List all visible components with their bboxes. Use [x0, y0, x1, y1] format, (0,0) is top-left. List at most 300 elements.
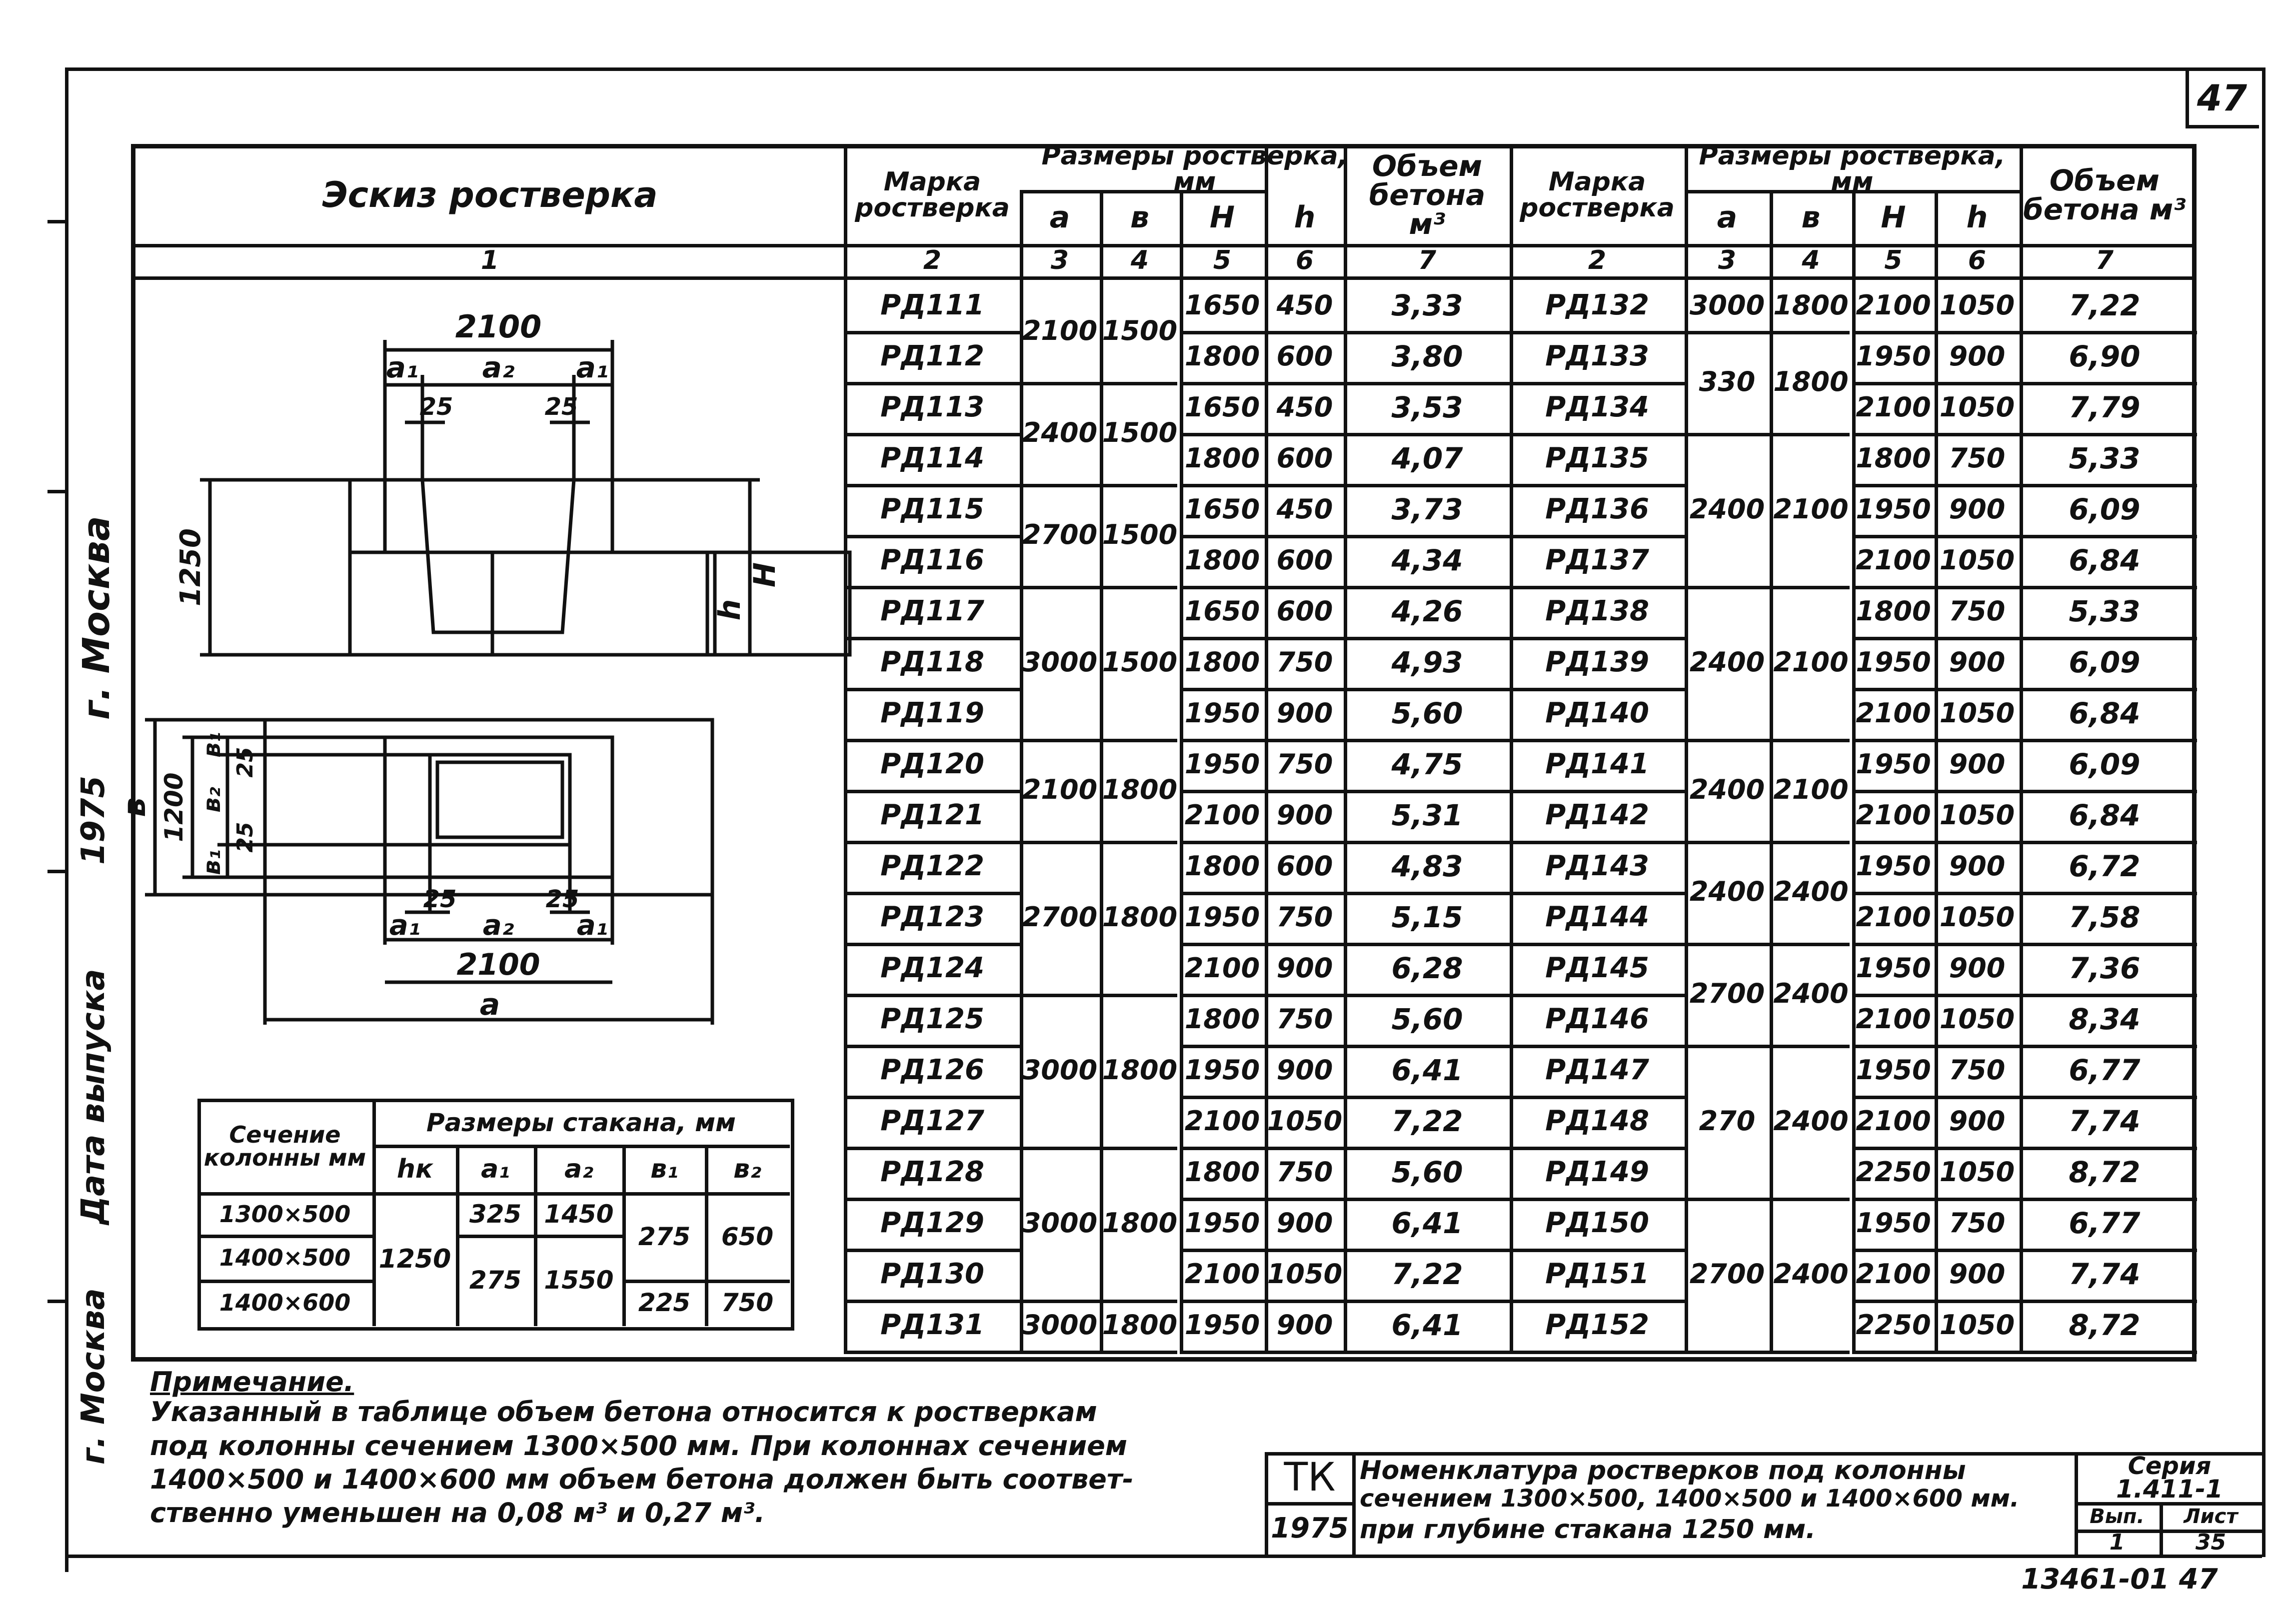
- left-h-2: 450: [1276, 391, 1333, 423]
- left-h-13: 900: [1276, 952, 1333, 984]
- left-v-1: 3,80: [1391, 339, 1463, 373]
- left-mark-20: РД131: [880, 1309, 984, 1341]
- title-line-2: сечением 1300×500, 1400×500 и 1400×600 мм.: [1360, 1485, 2020, 1513]
- left-H-14: 1800: [1184, 1003, 1260, 1035]
- left-H-6: 1650: [1184, 595, 1260, 627]
- left-v-3: 4,07: [1391, 441, 1463, 475]
- plan-base: [265, 720, 712, 895]
- col-left-v: [1344, 144, 1347, 1353]
- note-title: Примечание.: [150, 1366, 354, 1398]
- right-mark-18: РД150: [1545, 1207, 1649, 1239]
- side-tick-2: [47, 490, 65, 493]
- left-v-5: 4,34: [1391, 543, 1463, 577]
- num-3-left: 3: [1050, 245, 1069, 275]
- left-row-line-20: [844, 1351, 1020, 1354]
- right-group-a-5: 2400: [1689, 876, 1765, 907]
- glass-section-1: 1300×500: [219, 1201, 351, 1228]
- right-v-19: 7,74: [2069, 1257, 2141, 1291]
- right-mark-17: РД149: [1545, 1156, 1649, 1188]
- right-H-1: 1950: [1856, 340, 1931, 372]
- right-group-a-0: 3000: [1689, 289, 1765, 321]
- glass-b1-bot: 225: [638, 1288, 691, 1317]
- left-h-7: 750: [1276, 646, 1333, 678]
- left-v-19: 7,22: [1391, 1257, 1463, 1291]
- side-year: 1975: [75, 775, 112, 865]
- glass-h-a2: a₂: [564, 1154, 593, 1184]
- right-h-16: 900: [1949, 1105, 2006, 1137]
- left-h-1: 600: [1276, 340, 1333, 372]
- left-mark-14: РД125: [880, 1003, 984, 1035]
- left-group-a-5: 2700: [1022, 901, 1098, 933]
- right-group-b-2: 2100: [1773, 493, 1849, 525]
- right-mark-6: РД138: [1545, 595, 1649, 627]
- right-H-10: 2100: [1856, 799, 1931, 831]
- dim-25-plan-right: 25: [545, 885, 579, 913]
- right-v-18: 6,77: [2069, 1206, 2141, 1240]
- header-mark-right: Марка ростверка: [1520, 167, 1675, 223]
- dim-25-v1: 25: [232, 747, 258, 778]
- left-H-0: 1650: [1184, 289, 1260, 321]
- num-3-right: 3: [1718, 245, 1737, 275]
- right-H-11: 1950: [1856, 850, 1931, 882]
- glass-a1-1: 325: [469, 1200, 522, 1229]
- left-mark-16: РД127: [880, 1105, 984, 1137]
- lbl-a1-plan-left: a₁: [389, 909, 421, 942]
- right-H-6: 1800: [1856, 595, 1931, 627]
- side-tick-4: [47, 1300, 65, 1303]
- lbl-b1-bot: в₁: [198, 849, 226, 875]
- lbl-a1-plan-right: a₁: [576, 909, 608, 942]
- left-group-b-8: 1800: [1102, 1309, 1178, 1341]
- left-mark-10: РД121: [880, 799, 984, 831]
- num-7-right: 7: [2095, 245, 2114, 275]
- header-hsmall-right: h: [1966, 200, 1988, 235]
- left-H-10: 2100: [1184, 799, 1260, 831]
- left-H-7: 1800: [1184, 646, 1260, 678]
- left-mark-13: РД124: [880, 952, 984, 984]
- right-v-10: 6,84: [2069, 798, 2141, 832]
- series-label: Серия: [2128, 1452, 2212, 1480]
- left-v-14: 5,60: [1391, 1002, 1463, 1036]
- left-v-9: 4,75: [1391, 747, 1463, 781]
- dim-1250: 1250: [174, 528, 207, 606]
- right-group-b-1: 1800: [1773, 366, 1849, 397]
- right-h-15: 750: [1949, 1054, 2006, 1086]
- right-group-a-8: 2700: [1689, 1258, 1765, 1290]
- right-h-4: 900: [1949, 493, 2006, 525]
- right-group-group-line-8: [1685, 1351, 1850, 1354]
- right-v-2: 7,79: [2069, 390, 2141, 424]
- left-mark-15: РД126: [880, 1054, 984, 1086]
- right-H-9: 1950: [1856, 748, 1931, 780]
- left-group-a-6: 3000: [1022, 1054, 1098, 1086]
- left-mark-18: РД129: [880, 1207, 984, 1239]
- right-H-5: 2100: [1856, 544, 1931, 576]
- left-h-3: 600: [1276, 442, 1333, 474]
- right-v-0: 7,22: [2069, 288, 2141, 322]
- right-v-16: 7,74: [2069, 1104, 2141, 1138]
- right-row-line-hv-20: [1852, 1351, 2197, 1354]
- plan-glass-inner: [437, 762, 562, 837]
- right-h-8: 1050: [1939, 697, 2015, 729]
- lbl-b: в: [116, 797, 152, 817]
- right-H-8: 2100: [1856, 697, 1931, 729]
- glass-h-section: Сечение колонны мм: [203, 1121, 366, 1171]
- glass-h-hk: hк: [396, 1154, 433, 1184]
- right-H-19: 2100: [1856, 1258, 1931, 1290]
- left-mark-5: РД116: [880, 544, 984, 576]
- num-4-right: 4: [1802, 245, 1820, 275]
- right-group-b-4: 2100: [1773, 774, 1849, 805]
- glass-b2-top: 650: [721, 1222, 774, 1251]
- glass-section-3: 1400×600: [219, 1289, 351, 1316]
- header-dims-left: Размеры ростверка, мм: [1041, 140, 1348, 197]
- left-group-a-2: 2700: [1022, 519, 1098, 550]
- header-b-right: в: [1801, 200, 1821, 235]
- right-mark-1: РД133: [1545, 340, 1649, 372]
- sheet-label: Лист: [2184, 1505, 2238, 1528]
- right-H-12: 2100: [1856, 901, 1931, 933]
- left-v-18: 6,41: [1391, 1206, 1463, 1240]
- right-v-5: 6,84: [2069, 543, 2141, 577]
- side-tick-3: [47, 870, 65, 873]
- plan-top: [385, 737, 612, 877]
- right-v-6: 5,33: [2069, 594, 2141, 628]
- left-H-8: 1950: [1184, 697, 1260, 729]
- header-sketch-title: Эскиз ростверка: [322, 174, 658, 215]
- right-mark-19: РД151: [1545, 1258, 1649, 1290]
- header-b-left: в: [1130, 200, 1149, 235]
- glass-section-2: 1400×500: [219, 1244, 351, 1271]
- left-H-18: 1950: [1184, 1207, 1260, 1239]
- right-H-17: 2250: [1856, 1156, 1931, 1188]
- right-mark-15: РД147: [1545, 1054, 1649, 1086]
- right-h-19: 900: [1949, 1258, 2006, 1290]
- right-mark-14: РД146: [1545, 1003, 1649, 1035]
- right-v-3: 5,33: [2069, 441, 2141, 475]
- left-v-4: 3,73: [1391, 492, 1463, 526]
- glass-h-b2: в₂: [733, 1154, 761, 1184]
- right-h-11: 900: [1949, 850, 2006, 882]
- right-v-14: 8,34: [2069, 1002, 2141, 1036]
- left-h-5: 600: [1276, 544, 1333, 576]
- left-mark-17: РД128: [880, 1156, 984, 1188]
- lbl-b2: в₂: [198, 787, 226, 813]
- left-group-b-5: 1800: [1102, 901, 1178, 933]
- num-7-left: 7: [1418, 245, 1437, 275]
- right-H-16: 2100: [1856, 1105, 1931, 1137]
- left-H-12: 1950: [1184, 901, 1260, 933]
- right-mark-0: РД132: [1545, 289, 1649, 321]
- left-h-9: 750: [1276, 748, 1333, 780]
- right-H-0: 2100: [1856, 289, 1931, 321]
- left-mark-1: РД112: [880, 340, 984, 372]
- side-date-label: Дата выпуска: [75, 969, 112, 1225]
- header-a-left: a: [1049, 200, 1070, 235]
- num-1: 1: [480, 245, 499, 275]
- dim-25-right: 25: [544, 393, 578, 421]
- left-v-20: 6,41: [1391, 1308, 1463, 1342]
- left-group-a-3: 3000: [1022, 646, 1098, 678]
- header-number-row-bottom: [131, 276, 2196, 280]
- right-mark-11: РД143: [1545, 850, 1649, 882]
- left-h-6: 600: [1276, 595, 1333, 627]
- right-mark-10: РД142: [1545, 799, 1649, 831]
- left-mark-9: РД120: [880, 748, 984, 780]
- right-h-3: 750: [1949, 442, 2006, 474]
- stamp-number: 13461-01 47: [2021, 1563, 2218, 1596]
- left-h-11: 600: [1276, 850, 1333, 882]
- left-H-5: 1800: [1184, 544, 1260, 576]
- left-v-7: 4,93: [1391, 645, 1463, 679]
- right-h-6: 750: [1949, 595, 2006, 627]
- right-group-b-3: 2100: [1773, 646, 1849, 678]
- num-2-right: 2: [1588, 245, 1607, 275]
- elevation-top: [385, 480, 612, 552]
- right-H-13: 1950: [1856, 952, 1931, 984]
- dim-2100-top: 2100: [455, 308, 542, 345]
- header-volume-left: Объем бетона м³: [1369, 149, 1486, 241]
- right-mark-7: РД139: [1545, 646, 1649, 678]
- left-row-line-hv-20: [1180, 1351, 1510, 1354]
- right-v-7: 6,09: [2069, 645, 2141, 679]
- right-group-b-8: 2400: [1773, 1258, 1849, 1290]
- left-mark-12: РД123: [880, 901, 984, 933]
- right-mark-3: РД135: [1545, 442, 1649, 474]
- glass-h-b1: в₁: [650, 1154, 678, 1184]
- left-v-11: 4,83: [1391, 849, 1463, 883]
- left-h-16: 1050: [1267, 1105, 1343, 1137]
- lbl-H: H: [747, 562, 782, 588]
- right-mark-20: РД152: [1545, 1309, 1649, 1341]
- right-v-9: 6,09: [2069, 747, 2141, 781]
- lbl-a1-left: a₁: [386, 350, 419, 384]
- title-line-3: при глубине стакана 1250 мм.: [1360, 1515, 1816, 1545]
- left-group-a-8: 3000: [1022, 1309, 1098, 1341]
- right-group-a-2: 2400: [1689, 493, 1765, 525]
- dim-25-plan-left: 25: [423, 885, 457, 913]
- dim-2100-bottom: 2100: [456, 947, 540, 982]
- left-H-15: 1950: [1184, 1054, 1260, 1086]
- glass-a2-1: 1450: [544, 1200, 614, 1229]
- left-mark-7: РД118: [880, 646, 984, 678]
- header-hsmall-left: h: [1294, 200, 1316, 235]
- note-line-1: Указанный в таблице объем бетона относится к ростверкам: [150, 1396, 1097, 1428]
- left-mark-2: РД113: [880, 391, 984, 423]
- right-group-b-7: 2400: [1773, 1105, 1849, 1137]
- header-Hcap-left: H: [1209, 200, 1235, 235]
- title-year: 1975: [1271, 1512, 1349, 1545]
- right-H-18: 1950: [1856, 1207, 1931, 1239]
- left-mark-4: РД115: [880, 493, 984, 525]
- left-group-a-4: 2100: [1022, 774, 1098, 805]
- plan-glass-outer: [430, 755, 570, 845]
- right-h-18: 750: [1949, 1207, 2006, 1239]
- right-v-8: 6,84: [2069, 696, 2141, 730]
- right-mark-12: РД144: [1545, 901, 1649, 933]
- header-dims-right: Размеры ростверка, мм: [1699, 140, 2006, 197]
- right-H-15: 1950: [1856, 1054, 1931, 1086]
- header-Hcap-right: H: [1881, 200, 1906, 235]
- glass-hk: 1250: [378, 1244, 451, 1274]
- right-H-14: 2100: [1856, 1003, 1931, 1035]
- left-h-18: 900: [1276, 1207, 1333, 1239]
- left-v-13: 6,28: [1391, 951, 1463, 985]
- frame-left-line: [65, 67, 68, 1572]
- right-h-17: 1050: [1939, 1156, 2015, 1188]
- lbl-h: h: [712, 599, 747, 621]
- left-h-17: 750: [1276, 1156, 1333, 1188]
- right-H-4: 1950: [1856, 493, 1931, 525]
- left-H-1: 1800: [1184, 340, 1260, 372]
- right-h-10: 1050: [1939, 799, 2015, 831]
- left-mark-6: РД117: [880, 595, 984, 627]
- left-h-20: 900: [1276, 1309, 1333, 1341]
- lbl-b1-top: в₁: [198, 732, 226, 758]
- lbl-a2-plan: a₂: [482, 909, 514, 942]
- glass-b1-top: 275: [638, 1222, 691, 1251]
- right-mark-5: РД137: [1545, 544, 1649, 576]
- left-group-a-0: 2100: [1022, 315, 1098, 346]
- right-v-17: 8,72: [2069, 1155, 2141, 1189]
- num-4-left: 4: [1130, 245, 1149, 275]
- header-mark-left: Марка ростверка: [855, 167, 1010, 223]
- left-v-0: 3,33: [1391, 288, 1463, 322]
- left-mark-3: РД114: [880, 442, 984, 474]
- right-v-4: 6,09: [2069, 492, 2141, 526]
- glass-b2-bot: 750: [721, 1288, 774, 1317]
- frame-right-line: [2262, 67, 2266, 1557]
- right-group-a-3: 2400: [1689, 646, 1765, 678]
- right-h-14: 1050: [1939, 1003, 2015, 1035]
- right-group-b-5: 2400: [1773, 876, 1849, 907]
- num-5-left: 5: [1213, 245, 1232, 275]
- left-v-8: 5,60: [1391, 696, 1463, 730]
- col-sketch-edge: [844, 144, 847, 1353]
- glass-a1-2: 275: [469, 1266, 522, 1295]
- left-group-a-1: 2400: [1022, 417, 1098, 448]
- right-H-2: 2100: [1856, 391, 1931, 423]
- left-h-14: 750: [1276, 1003, 1333, 1035]
- left-v-2: 3,53: [1391, 390, 1463, 424]
- header-a-right: a: [1717, 200, 1738, 235]
- left-h-8: 900: [1276, 697, 1333, 729]
- left-group-b-2: 1500: [1102, 519, 1178, 550]
- right-group-b-6: 2400: [1773, 978, 1849, 1009]
- glass-a2-2: 1550: [544, 1266, 614, 1295]
- left-H-13: 2100: [1184, 952, 1260, 984]
- right-h-5: 1050: [1939, 544, 2015, 576]
- left-v-17: 5,60: [1391, 1155, 1463, 1189]
- right-row-line-20: [1510, 1351, 1685, 1354]
- right-v-12: 7,58: [2069, 900, 2141, 934]
- right-H-3: 1800: [1856, 442, 1931, 474]
- glass-elevation: [422, 480, 574, 632]
- series-value: 1.411-1: [2116, 1475, 2223, 1504]
- right-mark-4: РД136: [1545, 493, 1649, 525]
- issue-value: 1: [2109, 1529, 2125, 1555]
- side-tick-1: [47, 220, 65, 223]
- right-mark-8: РД140: [1545, 697, 1649, 729]
- right-v-20: 8,72: [2069, 1308, 2141, 1342]
- right-h-7: 900: [1949, 646, 2006, 678]
- dim-1200: 1200: [159, 772, 188, 842]
- dim-25-left: 25: [419, 393, 453, 421]
- left-group-b-6: 1800: [1102, 1054, 1178, 1086]
- sheet-value: 35: [2195, 1529, 2227, 1555]
- left-H-20: 1950: [1184, 1309, 1260, 1341]
- right-H-20: 2250: [1856, 1309, 1931, 1341]
- issue-label: Вып.: [2090, 1505, 2145, 1528]
- left-v-6: 4,26: [1391, 594, 1463, 628]
- right-group-b-0: 1800: [1773, 289, 1849, 321]
- right-v-13: 7,36: [2069, 951, 2141, 985]
- left-group-b-3: 1500: [1102, 646, 1178, 678]
- right-group-a-1: 330: [1699, 366, 1756, 397]
- left-group-b-0: 1500: [1102, 315, 1178, 346]
- left-H-3: 1800: [1184, 442, 1260, 474]
- left-mark-0: РД111: [880, 289, 984, 321]
- lbl-a-plan: a: [479, 987, 500, 1022]
- note-line-3: 1400×500 и 1400×600 мм объем бетона должен быть соответ-: [150, 1464, 1134, 1495]
- right-mark-2: РД134: [1545, 391, 1649, 423]
- left-mark-8: РД119: [880, 697, 984, 729]
- header-volume-right: Объем бетона м³: [2023, 163, 2186, 226]
- frame-top-line: [65, 67, 2265, 71]
- lbl-a2: a₂: [482, 350, 515, 384]
- left-H-4: 1650: [1184, 493, 1260, 525]
- lbl-a1-right: a₁: [576, 350, 609, 384]
- left-mark-19: РД130: [880, 1258, 984, 1290]
- glass-h-sizes: Размеры стакана, мм: [426, 1108, 736, 1137]
- left-group-a-7: 3000: [1022, 1207, 1098, 1239]
- right-group-a-4: 2400: [1689, 774, 1765, 805]
- note-line-4: ственно уменьшен на 0,08 м³ и 0,27 м³.: [150, 1497, 765, 1529]
- right-h-0: 1050: [1939, 289, 2015, 321]
- side-city: г. Москва: [75, 516, 118, 720]
- title-block-tk-divider: [1352, 1452, 1356, 1555]
- left-h-19: 1050: [1267, 1258, 1343, 1290]
- left-h-10: 900: [1276, 799, 1333, 831]
- left-h-4: 450: [1276, 493, 1333, 525]
- right-h-2: 1050: [1939, 391, 2015, 423]
- right-group-a-6: 2700: [1689, 978, 1765, 1009]
- left-v-10: 5,31: [1391, 798, 1463, 832]
- right-h-20: 1050: [1939, 1309, 2015, 1341]
- right-h-1: 900: [1949, 340, 2006, 372]
- title-tk: ТК: [1284, 1455, 1336, 1500]
- right-v-1: 6,90: [2069, 339, 2141, 373]
- right-mark-9: РД141: [1545, 748, 1649, 780]
- left-mark-11: РД122: [880, 850, 984, 882]
- left-h-0: 450: [1276, 289, 1333, 321]
- left-H-9: 1950: [1184, 748, 1260, 780]
- left-H-11: 1800: [1184, 850, 1260, 882]
- dim-25-v2: 25: [232, 822, 258, 853]
- left-group-group-line-8: [1020, 1351, 1177, 1354]
- right-mark-16: РД148: [1545, 1105, 1649, 1137]
- right-v-11: 6,72: [2069, 849, 2141, 883]
- num-6-left: 6: [1295, 245, 1314, 275]
- note-line-2: под колонны сечением 1300×500 мм. При колоннах сечением: [150, 1430, 1127, 1462]
- right-h-12: 1050: [1939, 901, 2015, 933]
- left-group-b-7: 1800: [1102, 1207, 1178, 1239]
- left-group-b-4: 1800: [1102, 774, 1178, 805]
- num-5-right: 5: [1884, 245, 1903, 275]
- title-line-1: Номенклатура ростверков под колонны: [1360, 1456, 1966, 1486]
- glass-h-a1: a₁: [481, 1154, 510, 1184]
- right-h-13: 900: [1949, 952, 2006, 984]
